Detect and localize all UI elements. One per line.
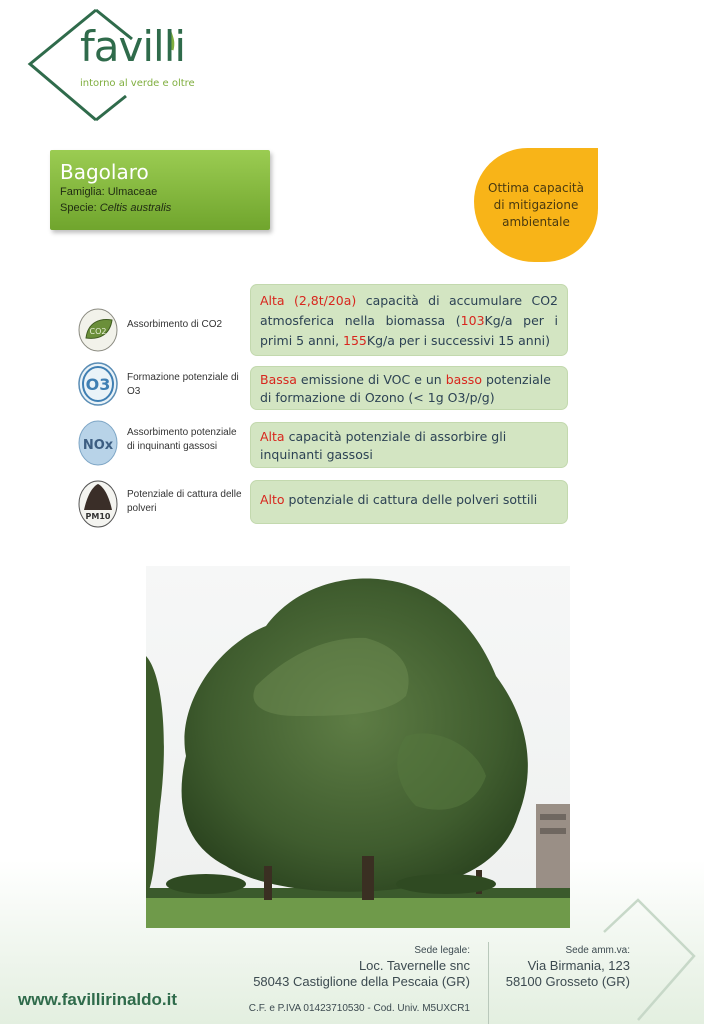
family-line [60, 184, 260, 200]
co2-red-2: 103 [460, 313, 485, 328]
co2-text-2: Kg/a per i primi 5 anni, [260, 313, 559, 348]
o3-icon-text: O3 [85, 375, 111, 394]
admin-label: Sede amm.va: [565, 945, 630, 956]
nox-icon-text: NOx [82, 438, 114, 453]
admin-line1: Via Birmania, 123 [527, 958, 630, 973]
legal-line2: 58043 Castiglione della Pescaia (GR) [253, 974, 470, 989]
co2-text-1: capacità di accumulare CO2 atmosferica nella biomassa ( [260, 293, 559, 328]
legal-line1: Loc. Tavernelle snc [358, 958, 470, 973]
pm10-text-1: potenziale di cattura delle polveri sottili [284, 492, 538, 507]
species-card [50, 150, 270, 230]
legal-address [249, 944, 470, 1016]
indicator-label-co2: Assorbimento di CO2 [127, 319, 223, 330]
species-name: Bagolaro [60, 160, 149, 184]
website-url[interactable]: www.favillirinaldo.it [18, 990, 178, 1009]
indicator-label-pm10: Potenziale di cattura delle polveri [127, 489, 242, 514]
indicator-box-nox [250, 422, 568, 468]
species-value: Celtis australis [99, 202, 172, 214]
footer-divider [488, 942, 489, 1024]
species-line [60, 200, 260, 216]
pm10-red-1: Alto [260, 492, 285, 507]
leaf-co2-icon [78, 308, 118, 352]
co2-icon-text: CO2 [89, 327, 107, 336]
indicator-box-o3 [250, 366, 568, 410]
nox-text-1: capacità potenziale di assorbire gli inquinanti gassosi [260, 429, 507, 462]
species-label: Specie: [60, 202, 97, 214]
indicator-box-pm10 [250, 480, 568, 524]
logo-tagline: intorno al verde e oltre [80, 78, 195, 89]
nox-icon [78, 420, 118, 464]
co2-text-3: Kg/a per i successivi 15 anni) [366, 333, 550, 348]
favilli-logo [22, 6, 212, 124]
co2-red-1: Alta (2,8t/20a) [260, 293, 357, 308]
indicator-box-co2 [250, 284, 568, 356]
o3-text-1: emissione di VOC e un [296, 372, 446, 387]
pm10-icon [78, 480, 118, 524]
o3-red-2: basso [445, 372, 482, 387]
mitigation-badge [474, 148, 598, 262]
admin-address [506, 944, 630, 990]
badge-text: Ottima capacità di mitigazione ambientale [488, 180, 584, 229]
family-label: Famiglia: [60, 186, 105, 198]
indicator-label-nox: Assorbimento potenziale di inquinanti gassosi [127, 427, 237, 452]
admin-line2: 58100 Grosseto (GR) [505, 974, 630, 989]
tax-line: C.F. e P.IVA 01423710530 - Cod. Univ. M5UXCR1 [248, 1003, 470, 1014]
co2-red-3: 155 [343, 333, 367, 348]
o3-text-2: potenziale di formazione di Ozono (< 1g O3/p/g) [260, 372, 551, 405]
family-value: Ulmaceae [107, 186, 158, 198]
nox-red-1: Alta [260, 429, 285, 444]
tree-photo [146, 566, 570, 928]
logo-wordmark: favilli [80, 22, 186, 71]
legal-label: Sede legale: [414, 945, 470, 956]
indicator-label-o3: Formazione potenziale di O3 [127, 372, 239, 397]
o3-red-1: Bassa [260, 372, 297, 387]
ozone-o3-icon [78, 362, 118, 406]
pm10-icon-text: PM10 [85, 512, 111, 521]
